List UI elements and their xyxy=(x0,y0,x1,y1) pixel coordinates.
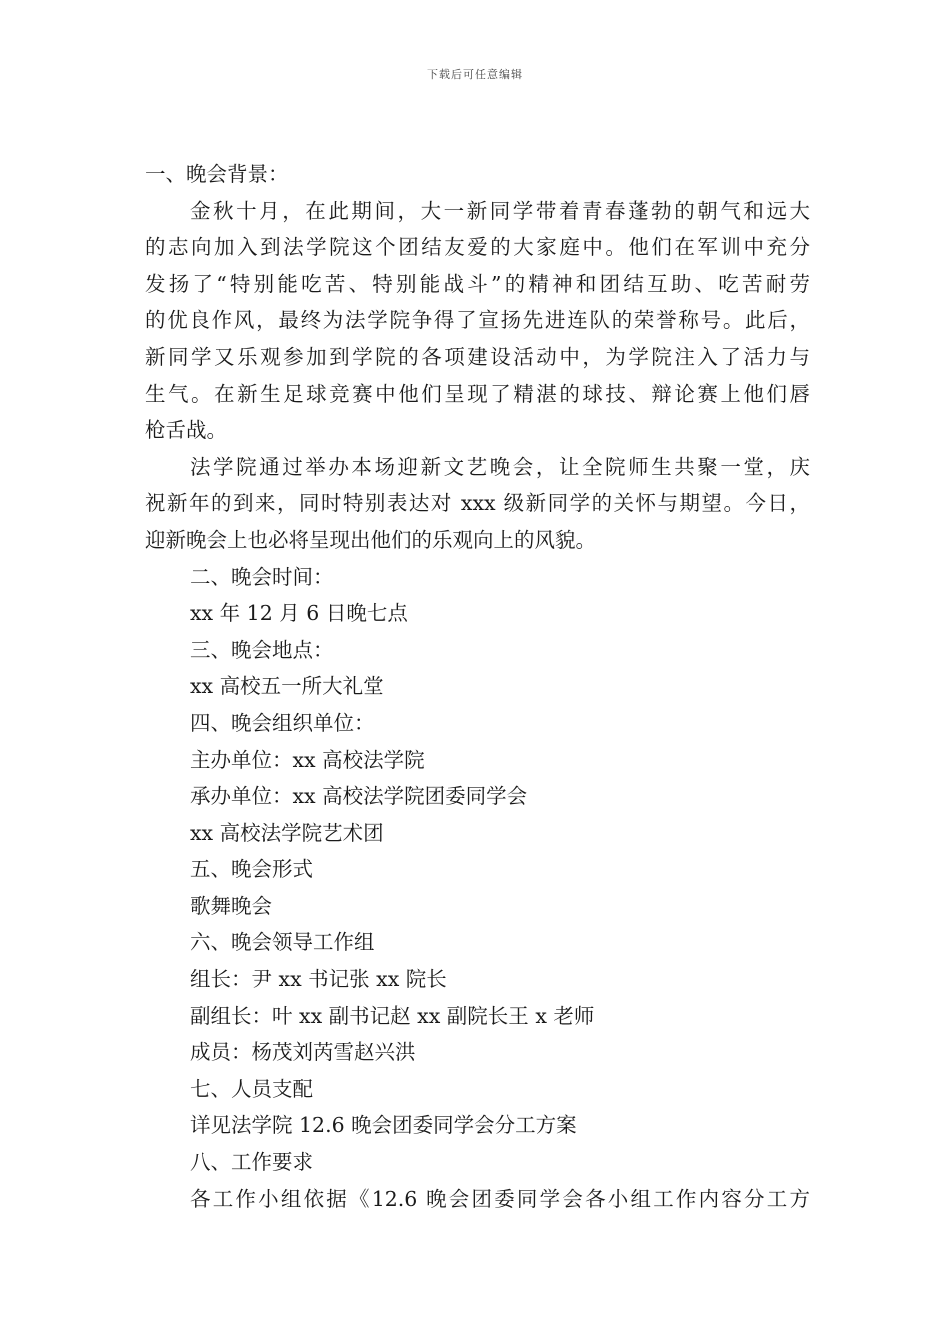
text-line: 迎新晚会上也必将呈现出他们的乐观向上的风貌。 xyxy=(145,527,596,552)
text-line: 副组长：叶 xx 副书记赵 xx 副院长王 x 老师 xyxy=(190,1003,595,1028)
text-line: xx 年 12 月 6 日晚七点 xyxy=(190,601,408,626)
text-line: 七、人员支配 xyxy=(190,1076,313,1101)
text-line: 枪舌战。 xyxy=(145,418,227,443)
text-line: xx 高校五一所大礼堂 xyxy=(190,674,384,699)
text-line: xx 高校法学院艺术团 xyxy=(190,820,384,845)
text-line: 八、工作要求 xyxy=(190,1150,313,1175)
text-line: 新同学又乐观参加到学院的各项建设活动中，为学院注入了活力与 xyxy=(145,344,810,369)
text-line: 发扬了“特别能吃苦、特别能战斗”的精神和团结互助、吃苦耐劳 xyxy=(145,271,810,296)
text-line: 五、晚会形式 xyxy=(190,857,313,882)
text-line: 六、晚会领导工作组 xyxy=(190,930,375,955)
text-line: 法学院通过举办本场迎新文艺晚会，让全院师生共聚一堂，庆 xyxy=(190,454,810,479)
text-line: 祝新年的到来，同时特别表达对 xxx 级新同学的关怀与期望。今日， xyxy=(145,491,810,516)
text-line: 各工作小组依据《12.6 晚会团委同学会各小组工作内容分工方 xyxy=(190,1186,810,1211)
text-line: 详见法学院 12.6 晚会团委同学会分工方案 xyxy=(190,1113,577,1138)
text-line: 四、晚会组织单位： xyxy=(190,710,375,735)
page-header: 下载后可任意编辑 xyxy=(427,68,523,81)
text-line: 组长：尹 xx 书记张 xx 院长 xyxy=(190,967,447,992)
text-line: 主办单位：xx 高校法学院 xyxy=(190,747,425,772)
text-line: 二、晚会时间： xyxy=(190,564,334,589)
text-line: 的志向加入到法学院这个团结友爱的大家庭中。他们在军训中充分 xyxy=(145,235,810,260)
text-line: 承办单位：xx 高校法学院团委同学会 xyxy=(190,784,528,809)
text-line: 三、晚会地点： xyxy=(190,637,334,662)
text-line: 一、晚会背景： xyxy=(145,162,289,186)
text-line: 的优良作风，最终为法学院争得了宣扬先进连队的荣誉称号。此后， xyxy=(145,308,810,333)
text-line: 金秋十月，在此期间，大一新同学带着青春蓬勃的朝气和远大 xyxy=(190,198,810,223)
text-line: 成员：杨茂刘芮雪赵兴洪 xyxy=(190,1040,416,1065)
text-line: 生气。在新生足球竞赛中他们呈现了精湛的球技、辩论赛上他们唇 xyxy=(145,381,810,406)
document-body xyxy=(145,156,810,1217)
text-line: 歌舞晚会 xyxy=(190,893,272,918)
